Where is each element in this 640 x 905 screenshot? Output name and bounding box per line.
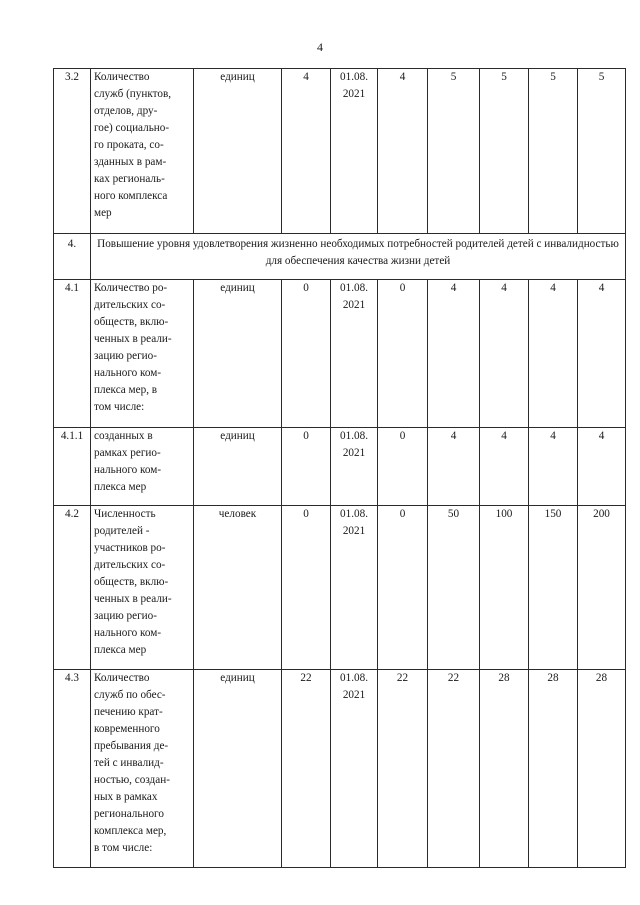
indicator-name-line: рамках регио- bbox=[94, 447, 161, 459]
base-date-line: 2021 bbox=[342, 447, 366, 459]
base-date-cell bbox=[331, 280, 378, 428]
row-number-cell: 4.2 bbox=[54, 506, 91, 670]
indicator-name-line: ных в рамках bbox=[94, 791, 158, 803]
indicator-name-line: пребывания де- bbox=[94, 740, 169, 752]
indicator-name-cell bbox=[91, 69, 194, 234]
indicators-table-wrapper bbox=[53, 68, 626, 868]
base-value-cell: 0 bbox=[282, 280, 331, 428]
target-value-cell: 28 bbox=[529, 670, 578, 868]
indicator-name-line: в том числе: bbox=[94, 842, 153, 854]
base-date-line: 01.08. bbox=[340, 282, 368, 294]
indicator-name-line: дительских со- bbox=[94, 559, 166, 571]
page-number: 4 bbox=[317, 40, 323, 54]
indicator-name-line: зацию регио- bbox=[94, 610, 157, 622]
base-date-line: 01.08. bbox=[340, 430, 368, 442]
target-value-cell: 4 bbox=[428, 280, 480, 428]
indicator-name-line: том числе: bbox=[94, 401, 145, 413]
target-value-cell: 5 bbox=[480, 69, 529, 234]
table-row bbox=[54, 69, 626, 234]
indicators-table bbox=[53, 68, 626, 868]
row-number-cell: 4.1 bbox=[54, 280, 91, 428]
indicator-name-line: плекса мер, в bbox=[94, 384, 158, 396]
base-date-line: 01.08. bbox=[340, 672, 368, 684]
table-body bbox=[54, 69, 626, 868]
indicator-name-line: Количество ро- bbox=[94, 282, 168, 294]
indicator-name-line: ностью, создан- bbox=[94, 774, 170, 786]
base-date-cell bbox=[331, 506, 378, 670]
target-value-cell: 4 bbox=[578, 280, 626, 428]
unit-cell: единиц bbox=[194, 670, 282, 868]
target-value-cell: 4 bbox=[428, 428, 480, 506]
target-value-cell: 4 bbox=[480, 280, 529, 428]
indicator-name-line: нального ком- bbox=[94, 464, 162, 476]
indicator-name-line: Количество bbox=[94, 71, 150, 83]
unit-cell: человек bbox=[194, 506, 282, 670]
target-value-cell: 4 bbox=[529, 428, 578, 506]
base-value-cell: 22 bbox=[282, 670, 331, 868]
target-value-cell: 100 bbox=[480, 506, 529, 670]
indicator-name-line: дительских со- bbox=[94, 299, 166, 311]
indicator-name-line: тей с инвалид- bbox=[94, 757, 164, 769]
indicator-name-line: участников ро- bbox=[94, 542, 166, 554]
indicator-name-cell bbox=[91, 428, 194, 506]
target-value-cell: 200 bbox=[578, 506, 626, 670]
target-value-cell: 22 bbox=[378, 670, 428, 868]
indicator-name-line: нального ком- bbox=[94, 367, 162, 379]
indicator-name-cell bbox=[91, 280, 194, 428]
indicator-name-cell bbox=[91, 506, 194, 670]
section-title-cell: Повышение уровня удовлетворения жизненно необходимых потребностей родителей детей с инвалидностью для обеспечения качества жизни детей bbox=[91, 234, 626, 280]
unit-cell: единиц bbox=[194, 428, 282, 506]
base-date-cell bbox=[331, 670, 378, 868]
indicator-name-line: зацию регио- bbox=[94, 350, 157, 362]
indicator-name-line: ковременного bbox=[94, 723, 160, 735]
base-date-line: 2021 bbox=[342, 299, 366, 311]
indicator-name-line: ченных в реали- bbox=[94, 593, 172, 605]
indicator-name-line: печению крат- bbox=[94, 706, 163, 718]
indicator-name-line: мер bbox=[94, 207, 112, 219]
indicator-name-line: зданных в рам- bbox=[94, 156, 167, 168]
section-row bbox=[54, 234, 626, 280]
target-value-cell: 4 bbox=[378, 69, 428, 234]
base-date-cell bbox=[331, 69, 378, 234]
target-value-cell: 4 bbox=[529, 280, 578, 428]
indicator-name-line: ченных в реали- bbox=[94, 333, 172, 345]
indicator-name-line: отделов, дру- bbox=[94, 105, 158, 117]
indicator-name-line: созданных в bbox=[94, 430, 153, 442]
indicator-name-line: плекса мер bbox=[94, 644, 147, 656]
base-date-line: 01.08. bbox=[340, 71, 368, 83]
indicator-name-line: обществ, вклю- bbox=[94, 576, 169, 588]
indicator-name-line: Численность bbox=[94, 508, 156, 520]
target-value-cell: 150 bbox=[529, 506, 578, 670]
table-row bbox=[54, 670, 626, 868]
base-value-cell: 0 bbox=[282, 506, 331, 670]
target-value-cell: 28 bbox=[578, 670, 626, 868]
target-value-cell: 50 bbox=[428, 506, 480, 670]
base-date-line: 2021 bbox=[342, 689, 366, 701]
indicator-name-line: ного комплекса bbox=[94, 190, 168, 202]
indicator-name-line: регионального bbox=[94, 808, 164, 820]
target-value-cell: 28 bbox=[480, 670, 529, 868]
unit-cell: единиц bbox=[194, 280, 282, 428]
indicator-name-line: ках региональ- bbox=[94, 173, 165, 185]
target-value-cell: 0 bbox=[378, 506, 428, 670]
row-number-cell: 4. bbox=[54, 234, 91, 280]
target-value-cell: 0 bbox=[378, 280, 428, 428]
row-number-cell: 3.2 bbox=[54, 69, 91, 234]
base-date-line: 01.08. bbox=[340, 508, 368, 520]
indicator-name-line: служб (пунктов, bbox=[94, 88, 172, 100]
indicator-name-line: нального ком- bbox=[94, 627, 162, 639]
indicator-name-cell bbox=[91, 670, 194, 868]
base-date-line: 2021 bbox=[342, 88, 366, 100]
indicator-name-line: комплекса мер, bbox=[94, 825, 167, 837]
target-value-cell: 4 bbox=[480, 428, 529, 506]
row-number-cell: 4.3 bbox=[54, 670, 91, 868]
base-value-cell: 4 bbox=[282, 69, 331, 234]
target-value-cell: 4 bbox=[578, 428, 626, 506]
base-value-cell: 0 bbox=[282, 428, 331, 506]
target-value-cell: 5 bbox=[428, 69, 480, 234]
target-value-cell: 22 bbox=[428, 670, 480, 868]
indicator-name-line: плекса мер bbox=[94, 481, 147, 493]
target-value-cell: 0 bbox=[378, 428, 428, 506]
row-number-cell: 4.1.1 bbox=[54, 428, 91, 506]
base-date-cell bbox=[331, 428, 378, 506]
indicator-name-line: го проката, со- bbox=[94, 139, 164, 151]
base-date-line: 2021 bbox=[342, 525, 366, 537]
table-row bbox=[54, 428, 626, 506]
indicator-name-line: гое) социально- bbox=[94, 122, 170, 134]
target-value-cell: 5 bbox=[529, 69, 578, 234]
table-row bbox=[54, 280, 626, 428]
table-row bbox=[54, 506, 626, 670]
unit-cell: единиц bbox=[194, 69, 282, 234]
indicator-name-line: служб по обес- bbox=[94, 689, 166, 701]
indicator-name-line: родителей - bbox=[94, 525, 150, 537]
target-value-cell: 5 bbox=[578, 69, 626, 234]
indicator-name-line: Количество bbox=[94, 672, 150, 684]
indicator-name-line: обществ, вклю- bbox=[94, 316, 169, 328]
